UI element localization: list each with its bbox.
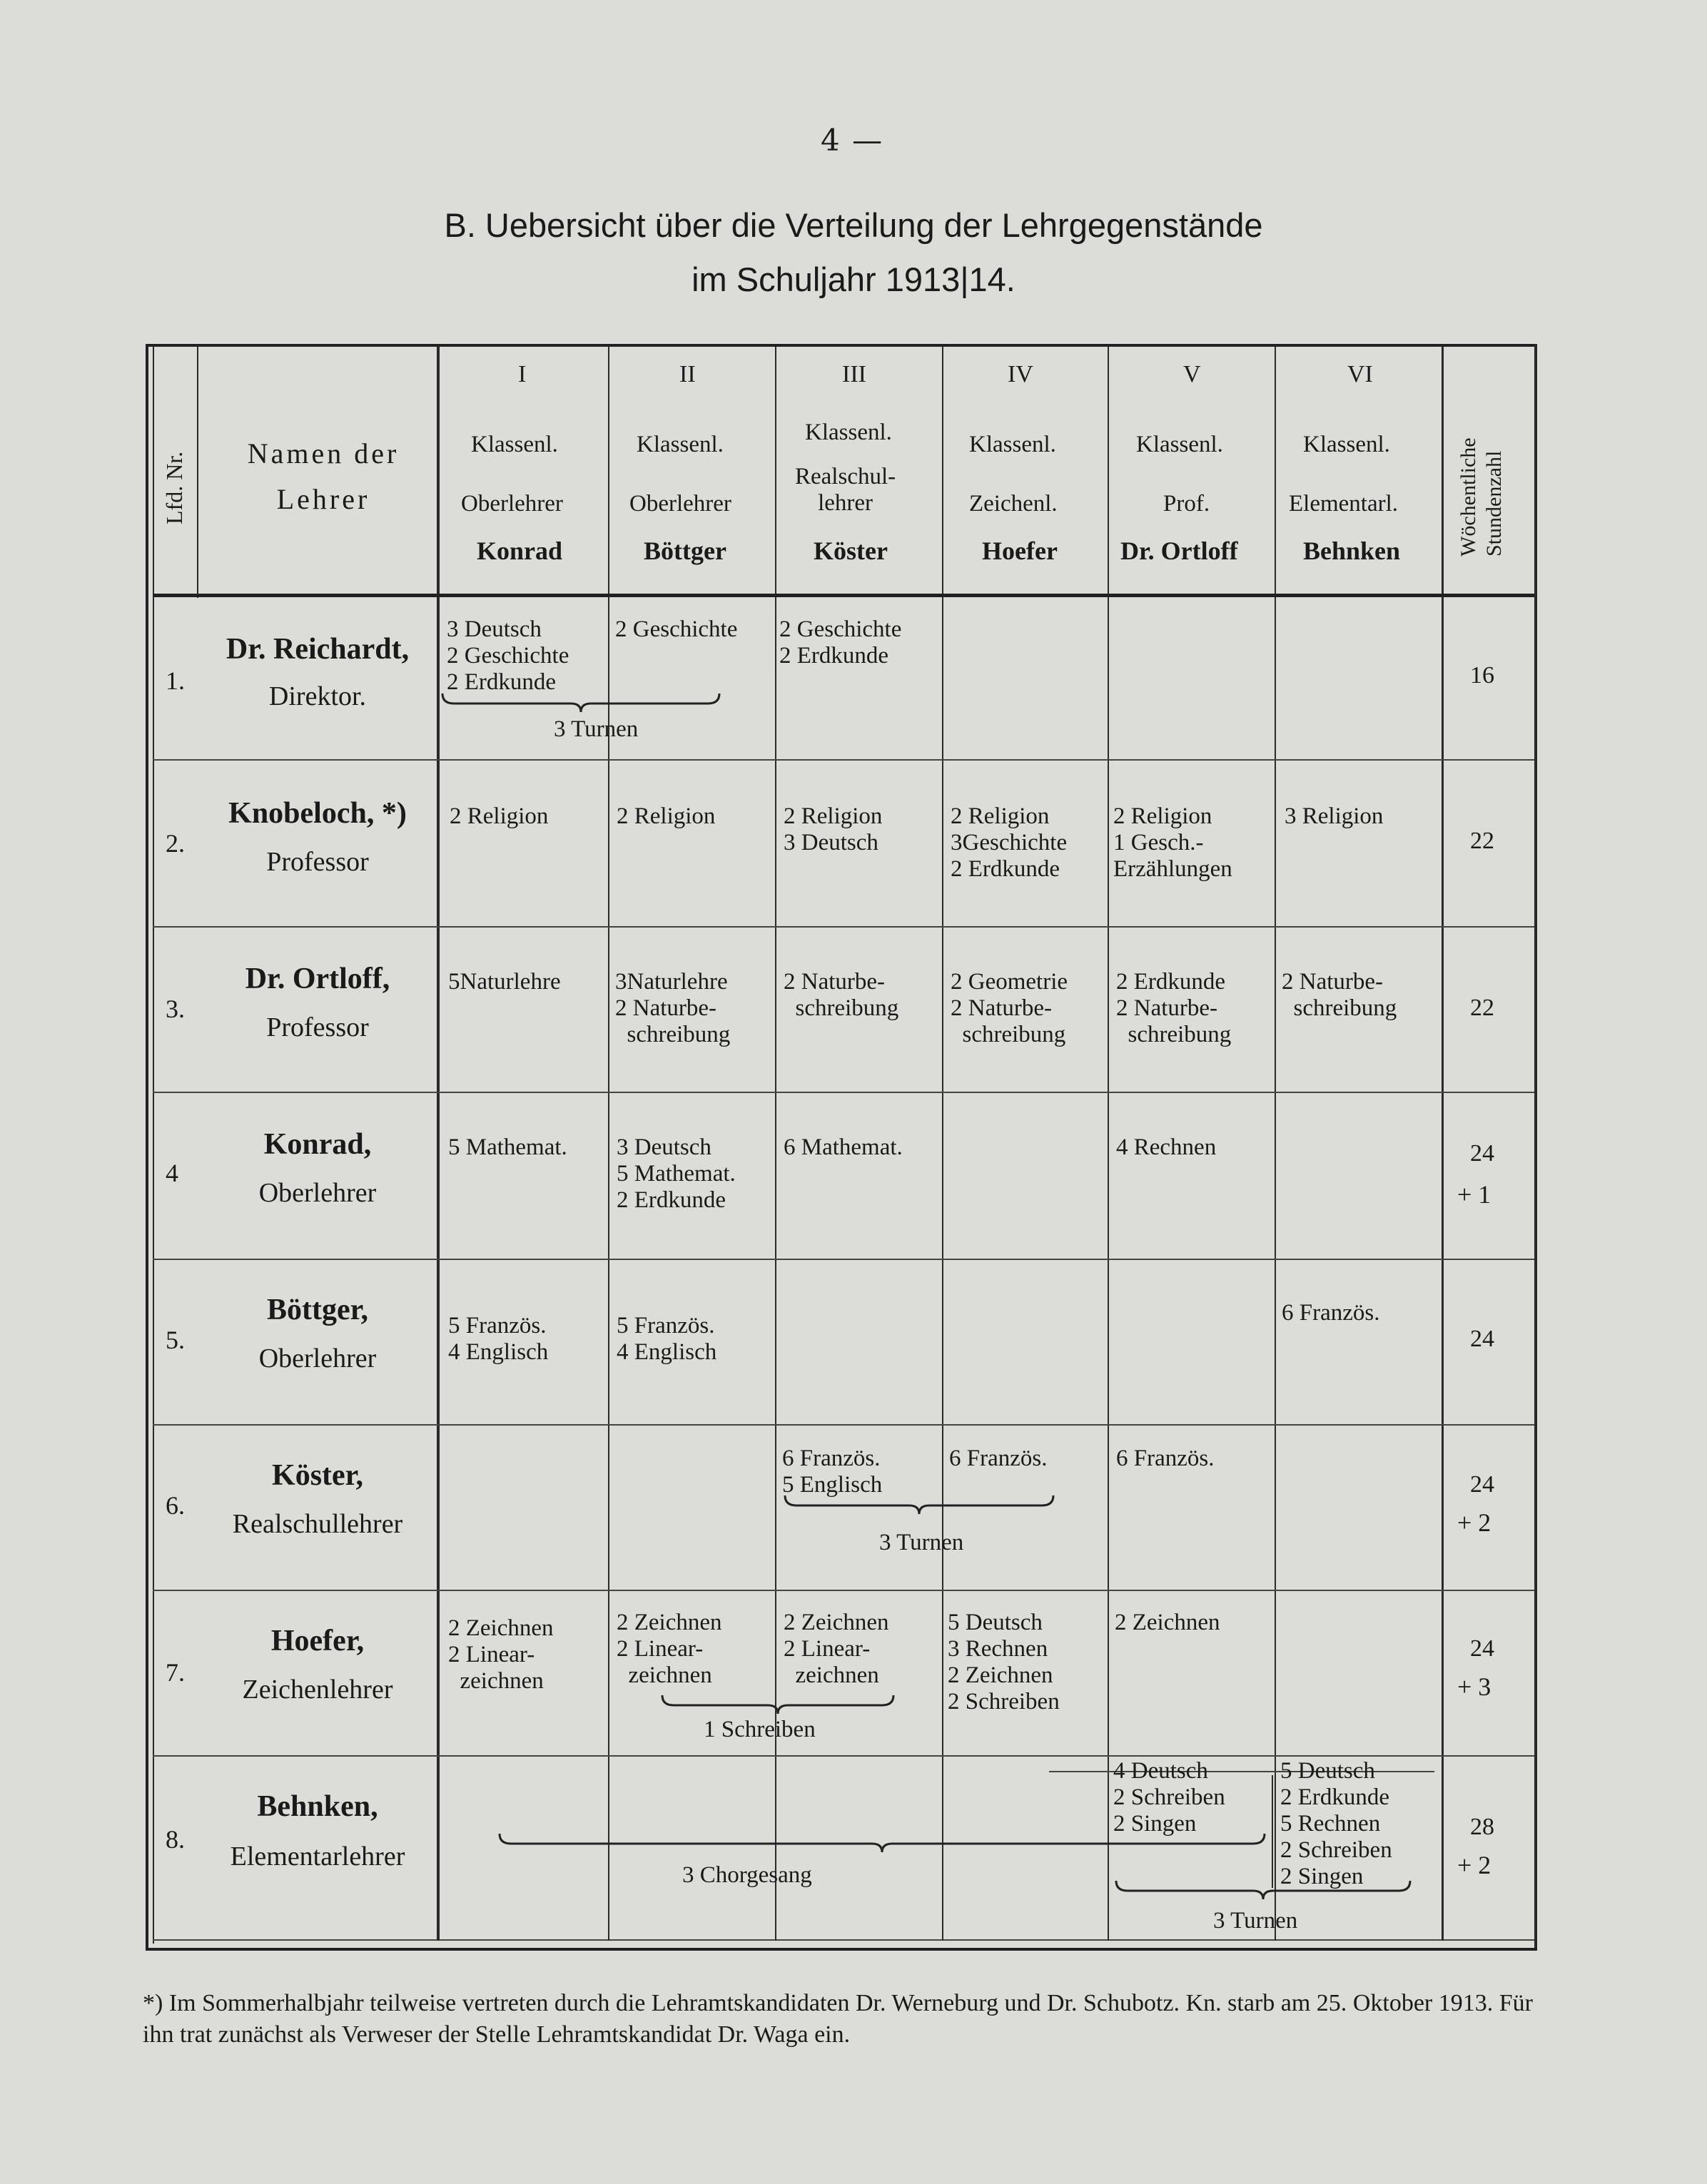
- row-4-nr: 4: [166, 1159, 178, 1187]
- row-8-name: Behnken,: [257, 1790, 378, 1823]
- header-class-VI-teacher: Behnken: [1303, 537, 1401, 565]
- row-5-role: Oberlehrer: [258, 1344, 377, 1373]
- row-3-class-II: 3Naturlehre 2 Naturbe- schreibung: [615, 969, 731, 1047]
- row-7-class-I: 2 Zeichnen 2 Linear- zeichnen: [448, 1615, 554, 1694]
- row-2-name: Knobeloch, *): [228, 797, 407, 830]
- row-4-class-III: 6 Mathemat.: [784, 1134, 903, 1160]
- header-class-II-teacher: Böttger: [644, 537, 726, 565]
- header-rule: [153, 594, 1534, 597]
- row-4-role: Oberlehrer: [258, 1178, 377, 1208]
- row-7-hours: 24: [1470, 1635, 1494, 1662]
- col-sep-V: [1108, 347, 1109, 1941]
- header-class-VI-roman: VI: [1347, 361, 1373, 387]
- row-8-nr: 8.: [166, 1825, 185, 1854]
- row-1-hours: 16: [1470, 662, 1494, 689]
- row-2-class-VI: 3 Religion: [1285, 803, 1384, 829]
- header-lfd-nr: Lfd. Nr.: [161, 451, 187, 524]
- row-2-role: Professor: [266, 847, 369, 877]
- header-class-IV-role2: Zeichenl.: [969, 491, 1058, 517]
- row-1-nr: 1.: [166, 666, 185, 695]
- table-frame-inner-right: [1534, 344, 1536, 1948]
- row-3-role: Professor: [266, 1012, 369, 1042]
- row-6-class-V: 6 Französ.: [1116, 1446, 1215, 1471]
- row-8-hours-extra: + 2: [1457, 1851, 1491, 1879]
- row-sep-5: [153, 1424, 1534, 1426]
- header-class-III-roman: III: [842, 361, 866, 387]
- row-2-class-IV: 2 Religion 3Geschichte 2 Erdkunde: [951, 803, 1068, 882]
- row-4-hours: 24: [1470, 1140, 1494, 1167]
- row-1-name: Dr. Reichardt,: [226, 633, 410, 666]
- row-1-shared: 3 Turnen: [554, 716, 639, 742]
- row-7-class-II: 2 Zeichnen 2 Linear- zeichnen: [617, 1610, 722, 1688]
- header-class-IV-roman: IV: [1008, 361, 1033, 387]
- footnote: *) Im Sommerhalbjahr teilweise vertreten durch die Lehramtskandidaten Dr. Werneburg und Dr. Schubotz. Kn. starb am 25. Oktober 1913. Für ihn trat zunächst als Verweser der Stelle Lehramtskandidat Dr. Waga ein.: [143, 1990, 1533, 2048]
- row-sep-4: [153, 1259, 1534, 1260]
- row-2-class-II: 2 Religion: [617, 803, 716, 829]
- row-3-class-V: 2 Erdkunde 2 Naturbe- schreibung: [1116, 969, 1232, 1047]
- page-title-line1: B. Uebersicht über die Verteilung der Lehrgegenstände: [444, 206, 1263, 244]
- row-5-class-VI: 6 Französ.: [1282, 1300, 1380, 1326]
- col-sep-IV: [942, 347, 943, 1941]
- row-8-chorgesang-brace: [497, 1829, 1269, 1854]
- row-5-class-II: 5 Französ. 4 Englisch: [617, 1313, 717, 1365]
- header-class-V-roman: V: [1183, 361, 1201, 387]
- header-names: Namen der Lehrer: [247, 437, 400, 515]
- row-8-bracket-line: [1272, 1775, 1273, 1888]
- header-class-I-role2: Oberlehrer: [461, 491, 563, 517]
- row-3-name: Dr. Ortloff,: [245, 963, 390, 995]
- row-6-shared-brace: [782, 1491, 1056, 1515]
- row-4-class-II: 3 Deutsch 5 Mathemat. 2 Erdkunde: [617, 1134, 736, 1213]
- row-7-hours-extra: + 3: [1457, 1672, 1491, 1701]
- row-sep-3: [153, 1092, 1534, 1093]
- row-6-class-III: 6 Französ. 5 Englisch: [782, 1446, 883, 1498]
- row-6-role: Realschullehrer: [232, 1509, 403, 1539]
- row-8-role: Elementarlehrer: [230, 1842, 405, 1871]
- row-8-chorgesang: 3 Chorgesang: [682, 1862, 812, 1888]
- header-class-II-roman: II: [679, 361, 696, 387]
- row-7-shared-brace: [659, 1691, 898, 1715]
- row-2-class-V: 2 Religion 1 Gesch.- Erzählungen: [1113, 803, 1232, 882]
- row-3-class-IV: 2 Geometrie 2 Naturbe- schreibung: [951, 969, 1068, 1047]
- row-7-class-V: 2 Zeichnen: [1115, 1610, 1220, 1635]
- row-1-class-II: 2 Geschichte: [615, 616, 738, 642]
- col-sep-names: [197, 347, 198, 598]
- row-8-class-V: 4 Deutsch 2 Schreiben 2 Singen: [1113, 1758, 1225, 1837]
- row-4-class-I: 5 Mathemat.: [448, 1134, 567, 1160]
- row-6-hours-extra: + 2: [1457, 1508, 1491, 1537]
- row-sep-7: [153, 1755, 1534, 1757]
- row-2-class-I: 2 Religion: [450, 803, 549, 829]
- row-8-hours: 28: [1470, 1814, 1494, 1840]
- row-sep-6: [153, 1590, 1534, 1591]
- row-3-class-III: 2 Naturbe- schreibung: [784, 969, 899, 1021]
- row-1-class-III: 2 Geschichte 2 Erdkunde: [779, 616, 902, 669]
- header-class-I-roman: I: [518, 361, 527, 387]
- row-4-hours-extra: + 1: [1457, 1180, 1491, 1209]
- header-weekly-hours: Wöchentliche Stundenzahl: [1457, 437, 1506, 557]
- row-5-class-I: 5 Französ. 4 Englisch: [448, 1313, 549, 1365]
- row-3-class-VI: 2 Naturbe- schreibung: [1282, 969, 1397, 1021]
- header-class-III-role2: Realschul- lehrer: [795, 464, 896, 516]
- header-class-IV-teacher: Hoefer: [982, 537, 1058, 565]
- row-8-class-VI: 5 Deutsch 2 Erdkunde 5 Rechnen 2 Schreiben 2 Singen: [1280, 1758, 1392, 1889]
- col-sep-II: [608, 347, 609, 1941]
- row-3-class-I: 5Naturlehre: [448, 969, 561, 995]
- row-6-hours: 24: [1470, 1471, 1494, 1498]
- col-sep-VI: [1275, 347, 1276, 1941]
- row-8-turnen: 3 Turnen: [1213, 1908, 1298, 1934]
- row-7-class-IV: 5 Deutsch 3 Rechnen 2 Zeichnen 2 Schreiben: [948, 1610, 1060, 1715]
- row-4-name: Konrad,: [263, 1128, 372, 1161]
- row-2-class-III: 2 Religion 3 Deutsch: [784, 803, 883, 855]
- col-sep-hours: [1442, 347, 1444, 1941]
- row-5-hours: 24: [1470, 1326, 1494, 1352]
- row-7-class-III: 2 Zeichnen 2 Linear- zeichnen: [784, 1610, 889, 1688]
- row-7-shared: 1 Schreiben: [704, 1717, 816, 1742]
- page-number: 4 —: [821, 123, 884, 158]
- row-1-shared-brace: [440, 689, 722, 713]
- page-title-line2: im Schuljahr 1913|14.: [692, 260, 1015, 298]
- row-6-shared: 3 Turnen: [879, 1530, 964, 1555]
- row-5-nr: 5.: [166, 1326, 185, 1354]
- table-frame-inner-bottom: [153, 1939, 1534, 1941]
- row-8-turnen-brace: [1113, 1876, 1413, 1901]
- row-7-nr: 7.: [166, 1658, 185, 1687]
- header-class-V-role1: Klassenl.: [1136, 432, 1223, 457]
- row-6-class-IV: 6 Französ.: [949, 1446, 1048, 1471]
- row-1-role: Direktor.: [268, 681, 367, 711]
- row-3-nr: 3.: [166, 995, 185, 1023]
- header-class-IV-role1: Klassenl.: [969, 432, 1056, 457]
- row-2-nr: 2.: [166, 829, 185, 858]
- header-class-II-role2: Oberlehrer: [629, 491, 731, 517]
- row-6-name: Köster,: [272, 1459, 363, 1492]
- header-class-V-teacher: Dr. Ortloff: [1120, 537, 1238, 565]
- row-sep-2: [153, 926, 1534, 928]
- row-7-role: Zeichenlehrer: [242, 1675, 393, 1705]
- row-2-hours: 22: [1470, 828, 1494, 854]
- header-class-I-teacher: Konrad: [477, 537, 563, 565]
- row-4-class-V: 4 Rechnen: [1116, 1134, 1217, 1160]
- header-class-III-teacher: Köster: [814, 537, 888, 565]
- row-1-class-I: 3 Deutsch 2 Geschichte 2 Erdkunde: [447, 616, 569, 695]
- header-class-III-role1: Klassenl.: [805, 420, 892, 445]
- header-class-VI-role1: Klassenl.: [1303, 432, 1390, 457]
- row-6-nr: 6.: [166, 1491, 185, 1520]
- header-class-V-role2: Prof.: [1163, 491, 1210, 517]
- header-class-I-role1: Klassenl.: [471, 432, 558, 457]
- table-frame-inner-left: [153, 347, 154, 1944]
- row-7-name: Hoefer,: [270, 1625, 365, 1657]
- header-class-II-role1: Klassenl.: [637, 432, 724, 457]
- col-sep-I: [437, 347, 440, 1941]
- header-class-VI-role2: Elementarl.: [1289, 491, 1399, 517]
- row-3-hours: 22: [1470, 995, 1494, 1021]
- row-5-name: Böttger,: [267, 1294, 368, 1326]
- row-sep-1: [153, 759, 1534, 761]
